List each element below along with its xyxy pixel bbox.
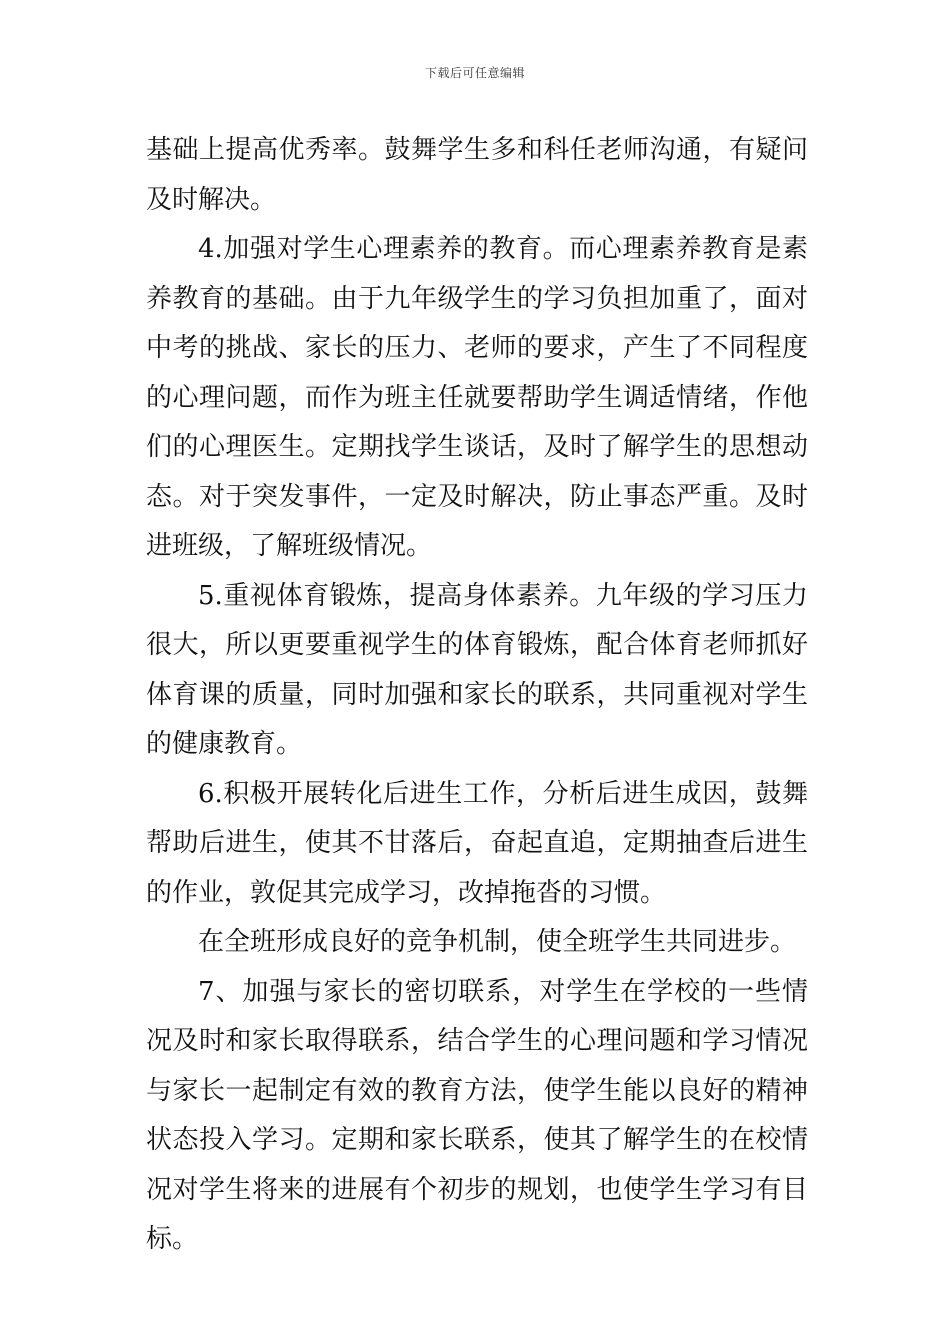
paragraph-competition: 在全班形成良好的竞争机制，使全班学生共同进步。 <box>198 927 797 957</box>
paragraph-item-6: 6.积极开展转化后进生工作，分析后进生成因，鼓舞帮助后进生，使其不甘落后，奋起直追，定期抽查后进生的作业，敦促其完成学习，改掉拖沓的习惯。 <box>146 778 808 908</box>
paragraph-item-7: 7、加强与家长的密切联系，对学生在学校的一些情况及时和家长取得联系，结合学生的心理问题和学习情况与家长一起制定有效的教育方法，使学生能以良好的精神状态投入学习。定期和家长联系，使其了解学生的在校情况对学生将来的进展有个初步的规划，也使学生学习有目标。 <box>146 976 808 1254</box>
paragraph-item-5: 5.重视体育锻炼，提高身体素养。九年级的学习压力很大，所以更要重视学生的体育锻炼，配合体育老师抓好体育课的质量，同时加强和家长的联系，共同重视对学生的健康教育。 <box>146 580 808 759</box>
page-header: 下载后可任意编辑 <box>424 66 525 80</box>
document-body <box>146 126 808 1265</box>
paragraph-continuation: 基础上提高优秀率。鼓舞学生多和科任老师沟通，有疑问及时解决。 <box>146 135 808 215</box>
paragraph-item-4: 4.加强对学生心理素养的教育。而心理素养教育是素养教育的基础。由于九年级学生的学习负担加重了，面对中考的挑战、家长的压力、老师的要求，产生了不同程度的心理问题，而作为班主任就要帮助学生调适情绪，作他们的心理医生。定期找学生谈话，及时了解学生的思想动态。对于突发事件，一定及时解决，防止事态严重。及时进班级，了解班级情况。 <box>146 234 808 561</box>
